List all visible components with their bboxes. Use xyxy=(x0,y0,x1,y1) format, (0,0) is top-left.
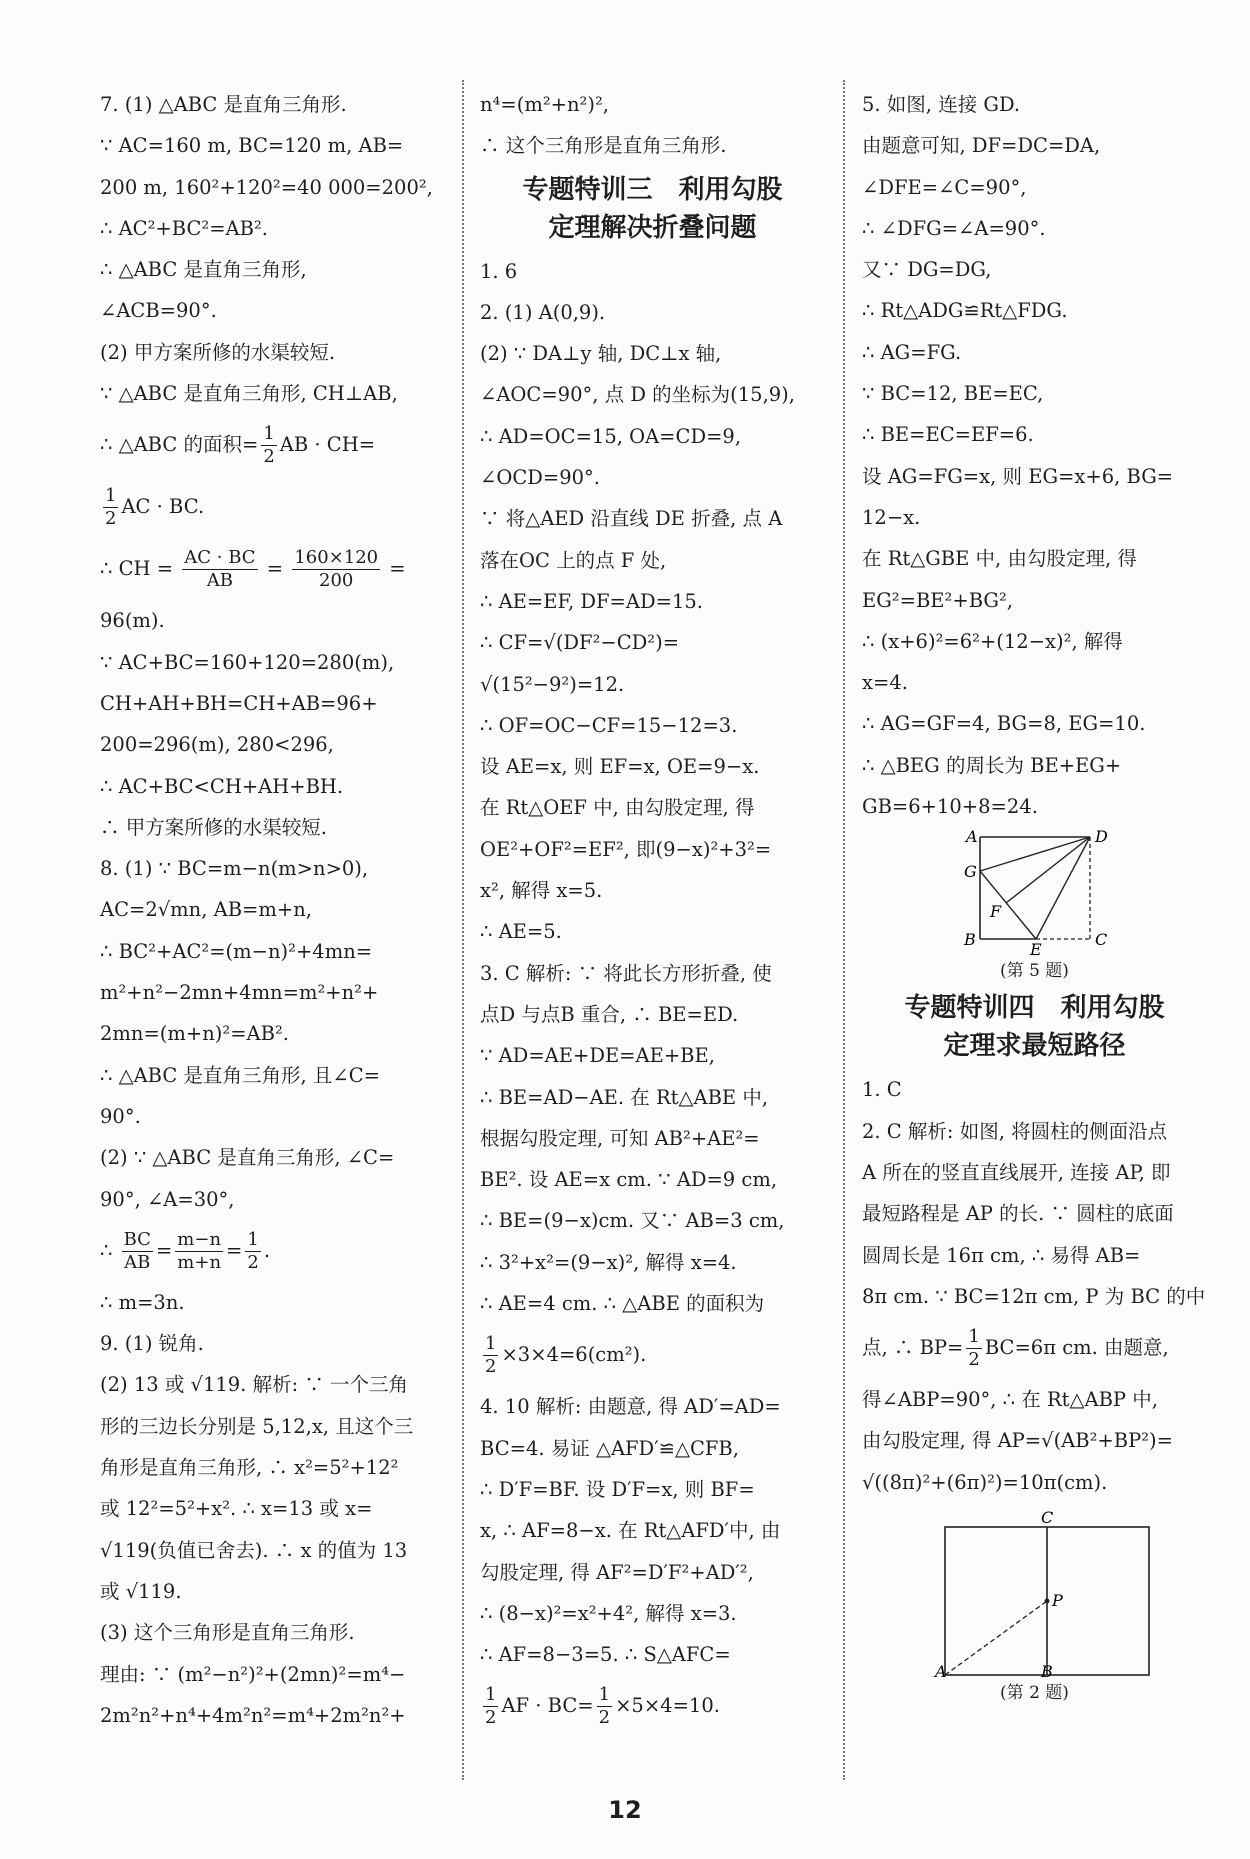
text-segment: ∴ CH = xyxy=(100,557,180,581)
fraction xyxy=(182,547,257,592)
text-line: 最短路程是 AP 的长. ∵ 圆柱的底面 xyxy=(862,1202,1174,1226)
text-line: OE²+OF²=EF², 即(9−x)²+3²= xyxy=(480,837,772,861)
text-line: ∴ 3²+x²=(9−x)², 解得 x=4. xyxy=(480,1250,737,1274)
text-line: ∴ OF=OC−CF=15−12=3. xyxy=(480,713,738,737)
label-p: P xyxy=(1051,1591,1063,1611)
text-line: 200=296(m), 280<296, xyxy=(100,733,334,757)
figure-caption: (第 2 题) xyxy=(1000,1683,1069,1704)
text-line: GB=6+10+8=24. xyxy=(862,795,1038,819)
numerator: AC · BC xyxy=(184,547,256,569)
fraction xyxy=(261,423,276,468)
numerator: 160×120 xyxy=(294,547,379,569)
answer-lines xyxy=(100,84,445,1736)
text-line: ∴ AG=FG. xyxy=(862,340,962,364)
text-line xyxy=(100,1220,445,1282)
text-line: 2m²n²+n⁴+4m²n²=m⁴+2m²n²+ xyxy=(100,1703,406,1727)
fraction xyxy=(966,1326,981,1371)
numerator: 1 xyxy=(598,1684,611,1706)
numerator: 1 xyxy=(263,423,275,445)
label-c: C xyxy=(1040,1509,1053,1528)
text-line: ∴ AF=8−3=5. ∴ S△AFC= xyxy=(480,1643,731,1667)
column-divider xyxy=(843,80,845,1780)
text-line: (2) ∵ △ABC 是直角三角形, ∠C= xyxy=(100,1146,395,1170)
text-line: ∴ AD=OC=15, OA=CD=9, xyxy=(480,424,742,448)
text-line: 由勾股定理, 得 AP=√(AB²+BP²)= xyxy=(862,1429,1173,1453)
text-line: 落在OC 上的点 F 处, xyxy=(480,548,667,572)
text-line: CH+AH+BH=CH+AB=96+ xyxy=(100,691,378,715)
text-line: 2. C 解析: 如图, 将圆柱的侧面沿点 xyxy=(862,1119,1168,1143)
denominator: 2 xyxy=(485,1707,497,1729)
text-segment: = xyxy=(260,557,290,581)
label-a: A xyxy=(934,1662,947,1680)
text-line: 或 √119. xyxy=(100,1579,182,1603)
text-line: x=4. xyxy=(862,671,908,695)
label-f: F xyxy=(989,902,1001,922)
text-line: ∴ AE=5. xyxy=(480,920,562,944)
text-line: 4. 10 解析: 由题意, 得 AD′=AD= xyxy=(480,1395,781,1419)
text-line: ∴ AE=EF, DF=AD=15. xyxy=(480,589,703,613)
text-segment: ∴ △ABC 的面积= xyxy=(100,433,259,457)
text-line: ∴ ∠DFG=∠A=90°. xyxy=(862,216,1046,240)
text-line: 点D 与点B 重合, ∴ BE=ED. xyxy=(480,1002,739,1026)
text-line xyxy=(100,538,445,600)
text-segment: 点, ∴ BP= xyxy=(862,1336,964,1360)
label-e: E xyxy=(1029,940,1042,958)
text-line: ∴ 甲方案所修的水渠较短. xyxy=(100,815,327,839)
text-line: ∠AOC=90°, 点 D 的坐标为(15,9), xyxy=(480,383,795,407)
text-line: ∴ 这个三角形是直角三角形. xyxy=(480,134,727,158)
text-line: 8. (1) ∵ BC=m−n(m>n>0), xyxy=(100,857,369,881)
text-segment: AB · CH= xyxy=(279,433,376,457)
text-line: ∵ AC=160 m, BC=120 m, AB= xyxy=(100,134,404,158)
numerator: 1 xyxy=(105,485,117,507)
column-2 xyxy=(480,84,825,1737)
answer-lines xyxy=(480,84,825,167)
text-line xyxy=(862,1317,1207,1379)
text-line: √((8π)²+(6π)²)=10π(cm). xyxy=(862,1470,1108,1494)
text-segment: AC · BC. xyxy=(121,495,205,519)
fraction xyxy=(292,547,380,592)
text-line: 角形是直角三角形, ∴ x²=5²+12² xyxy=(100,1456,399,1480)
text-line: ∵ BC=12, BE=EC, xyxy=(862,382,1044,406)
numerator: m−n xyxy=(177,1228,222,1250)
text-line: ∠DFE=∠C=90°, xyxy=(862,175,1027,199)
answer-lines xyxy=(480,251,825,1738)
denominator: AB xyxy=(206,570,234,592)
text-line: 8π cm. ∵ BC=12π cm, P 为 BC 的中 xyxy=(862,1284,1206,1308)
fraction xyxy=(122,1229,153,1274)
text-line: 2. (1) A(0,9). xyxy=(480,300,606,324)
text-line: ∴ △ABC 是直角三角形, xyxy=(100,258,307,282)
text-line: 设 AE=x, 则 EF=x, OE=9−x. xyxy=(480,755,760,779)
text-line: ∴ AG=GF=4, BG=8, EG=10. xyxy=(862,712,1146,736)
figure-2-diagram xyxy=(915,1509,1155,1679)
fraction xyxy=(245,1229,260,1274)
text-line: BE². 设 AE=x cm. ∵ AD=9 cm, xyxy=(480,1168,778,1192)
numerator: 1 xyxy=(485,1333,497,1355)
numerator: BC xyxy=(123,1228,151,1250)
text-line: ∴ BE=(9−x)cm. 又∵ AB=3 cm, xyxy=(480,1209,785,1233)
text-line: ∠OCD=90°. xyxy=(480,466,600,490)
text-line: 又∵ DG=DG, xyxy=(862,258,992,282)
text-line xyxy=(480,1675,825,1737)
section-title: 专题特训四 利用勾股 xyxy=(904,993,1165,1024)
text-segment: ×3×4=6(cm²). xyxy=(501,1343,647,1367)
text-line: ∴ BE=EC=EF=6. xyxy=(862,423,1034,447)
text-line: (2) ∵ DA⊥y 轴, DC⊥x 轴, xyxy=(480,342,722,366)
text-line: BC=4. 易证 △AFD′≌△CFB, xyxy=(480,1436,739,1460)
text-line: 90°, ∠A=30°, xyxy=(100,1187,235,1211)
label-b: B xyxy=(1040,1662,1053,1680)
text-line: 5. 如图, 连接 GD. xyxy=(862,93,1021,116)
answer-lines xyxy=(862,84,1207,827)
figure-5-diagram xyxy=(950,827,1120,957)
denominator: 2 xyxy=(263,446,275,468)
text-segment: = xyxy=(383,557,406,581)
text-line: A 所在的竖直直线展开, 连接 AP, 即 xyxy=(862,1160,1171,1184)
text-line xyxy=(100,414,445,476)
text-line: ∴ (x+6)²=6²+(12−x)², 解得 xyxy=(862,629,1123,653)
text-line: 1. C xyxy=(862,1078,902,1102)
section-title: 定理求最短路径 xyxy=(943,1031,1126,1062)
text-line: ∵ AD=AE+DE=AE+BE, xyxy=(480,1044,715,1068)
label-g: G xyxy=(963,862,977,882)
text-line: 200 m, 160²+120²=40 000=200², xyxy=(100,175,433,199)
text-line: x, ∴ AF=8−x. 在 Rt△AFD′中, 由 xyxy=(480,1519,781,1543)
section-title: 定理解决折叠问题 xyxy=(548,212,757,243)
numerator: 1 xyxy=(485,1684,497,1706)
text-line: ∴ BC²+AC²=(m−n)²+4mn= xyxy=(100,939,373,963)
text-line xyxy=(480,1324,825,1386)
text-line: EG²=BE²+BG², xyxy=(862,588,1013,612)
page-number: 12 xyxy=(608,1796,642,1824)
text-segment: BC=6π cm. 由题意, xyxy=(984,1336,1169,1360)
text-line: 12−x. xyxy=(862,505,921,529)
text-line: ∵ AC+BC=160+120=280(m), xyxy=(100,650,395,674)
text-line: 3. C 解析: ∵ 将此长方形折叠, 使 xyxy=(480,961,772,985)
text-line: 圆周长是 16π cm, ∴ 易得 AB= xyxy=(862,1243,1141,1267)
text-line: 得∠ABP=90°, ∴ 在 Rt△ABP 中, xyxy=(862,1388,1158,1412)
denominator: 2 xyxy=(968,1349,980,1371)
text-line: 设 AG=FG=x, 则 EG=x+6, BG= xyxy=(862,464,1174,488)
denominator: 2 xyxy=(485,1356,497,1378)
text-line: 在 Rt△GBE 中, 由勾股定理, 得 xyxy=(862,547,1137,571)
label-a: A xyxy=(965,827,978,847)
label-d: D xyxy=(1094,827,1108,847)
text-line: 1. 6 xyxy=(480,259,518,283)
text-line: (3) 这个三角形是直角三角形. xyxy=(100,1621,355,1645)
text-line: ∵ 将△AED 沿直线 DE 折叠, 点 A xyxy=(480,507,783,531)
text-line: ∴ AC²+BC²=AB². xyxy=(100,216,268,240)
section-title: 专题特训三 利用勾股 xyxy=(522,174,783,205)
text-line xyxy=(100,476,445,538)
column-3 xyxy=(862,84,1207,1707)
text-line: ∴ D′F=BF. 设 D′F=x, 则 BF= xyxy=(480,1477,755,1501)
denominator: 2 xyxy=(105,508,117,530)
text-line: 理由: ∵ (m²−n²)²+(2mn)²=m⁴− xyxy=(100,1662,406,1686)
text-line: m²+n²−2mn+4mn=m²+n²+ xyxy=(100,981,379,1005)
column-divider xyxy=(462,80,464,1780)
fraction xyxy=(597,1684,612,1729)
text-line: 在 Rt△OEF 中, 由勾股定理, 得 xyxy=(480,796,755,820)
text-segment: ×5×4=10. xyxy=(615,1694,720,1718)
text-line: 90°. xyxy=(100,1104,141,1128)
text-line: ∴ Rt△ADG≌Rt△FDG. xyxy=(862,299,1068,323)
text-line: 2mn=(m+n)²=AB². xyxy=(100,1022,289,1046)
denominator: 2 xyxy=(598,1707,611,1729)
text-line: √(15²−9²)=12. xyxy=(480,672,625,696)
text-line: 9. (1) 锐角. xyxy=(100,1332,204,1356)
text-line: ∴ AC+BC<CH+AH+BH. xyxy=(100,774,344,798)
fraction xyxy=(103,485,118,530)
text-line: AC=2√mn, AB=m+n, xyxy=(100,898,312,922)
text-line: ∴ △ABC 是直角三角形, 且∠C= xyxy=(100,1063,380,1087)
text-line: ∴ (8−x)²=x²+4², 解得 x=3. xyxy=(480,1601,737,1625)
text-line: 96(m). xyxy=(100,609,165,633)
text-segment: . xyxy=(263,1238,271,1262)
fraction xyxy=(483,1333,498,1378)
column-1 xyxy=(100,84,445,1736)
text-line: ∠ACB=90°. xyxy=(100,299,217,323)
figure-caption: (第 5 题) xyxy=(1000,961,1069,982)
answer-lines xyxy=(862,1069,1207,1503)
text-line: 根据勾股定理, 可知 AB²+AE²= xyxy=(480,1126,760,1150)
text-segment: AF · BC= xyxy=(501,1694,594,1718)
numerator: 1 xyxy=(247,1228,259,1250)
text-line: ∵ △ABC 是直角三角形, CH⊥AB, xyxy=(100,382,398,406)
text-line: 或 12²=5²+x². ∴ x=13 或 x= xyxy=(100,1497,373,1521)
text-line: 形的三边长分别是 5,12,x, 且这个三 xyxy=(100,1414,414,1438)
text-line: ∴ CF=√(DF²−CD²)= xyxy=(480,631,680,655)
text-segment: ∴ xyxy=(100,1238,119,1262)
text-segment: = xyxy=(226,1238,243,1262)
denominator: m+n xyxy=(177,1251,222,1273)
text-line: (2) 甲方案所修的水渠较短. xyxy=(100,340,336,364)
text-line: 由题意可知, DF=DC=DA, xyxy=(862,134,1101,158)
text-line: ∴ AE=4 cm. ∴ △ABE 的面积为 xyxy=(480,1292,765,1316)
text-line: n⁴=(m²+n²)², xyxy=(480,93,609,116)
fraction xyxy=(175,1229,223,1274)
fraction xyxy=(483,1684,498,1729)
text-line: (2) 13 或 √119. 解析: ∵ 一个三角 xyxy=(100,1373,409,1397)
text-line: √119(负值已舍去). ∴ x 的值为 13 xyxy=(100,1538,408,1562)
label-c: C xyxy=(1094,930,1107,950)
text-line: ∴ BE=AD−AE. 在 Rt△ABE 中, xyxy=(480,1085,769,1109)
text-line: 勾股定理, 得 AF²=D′F²+AD′², xyxy=(480,1560,754,1584)
text-line: 7. (1) △ABC 是直角三角形. xyxy=(100,93,347,116)
denominator: 2 xyxy=(247,1251,259,1273)
text-line: ∴ m=3n. xyxy=(100,1290,185,1314)
numerator: 1 xyxy=(968,1326,980,1348)
denominator: 200 xyxy=(319,570,354,592)
text-segment: = xyxy=(155,1238,173,1262)
label-b: B xyxy=(963,930,976,950)
text-line: ∴ △BEG 的周长为 BE+EG+ xyxy=(862,753,1122,777)
text-line: x², 解得 x=5. xyxy=(480,879,603,903)
denominator: AB xyxy=(124,1251,151,1273)
